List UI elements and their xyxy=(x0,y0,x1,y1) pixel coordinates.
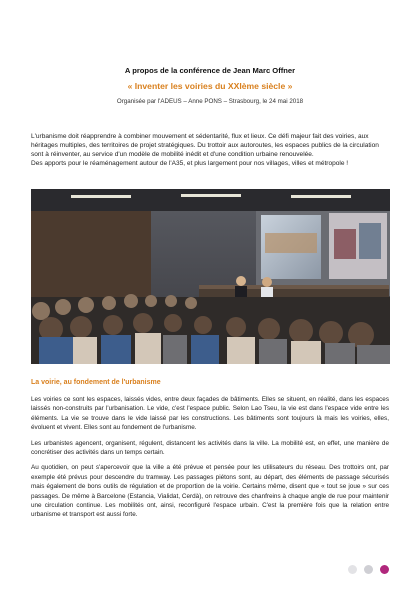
body-paragraph: Les urbanistes agencent, organisent, régulent, distancent les activités dans la ville. La mobilité est, en effet, une manière de concrétiser des activités dans un temps certain. xyxy=(31,439,389,457)
conference-photo xyxy=(31,189,390,364)
body-paragraph: Au quotidien, on peut s'apercevoir que la ville a été prévue et pensée pour les utilisateurs du réseau. Des trottoirs ont, par exemple été prévus pour descendre du tramway. Les passages piétons sont, au départ, des éléments de passage sécurisés mais également de bons outils de régulation et de proportion de la voirie. Certains même, disent que « tout se joue » sur ces passages. De même à Barcelone (Estancia, Vialidat, Cerdà), on retrouve des chanfreins à chaque angle de rue pour maintenir une circulation continue. Les mobilités ont, ainsi, reconfiguré l'espace urbain. C'est la première fois que la relation entre urbanisme et transport est aussi forte. xyxy=(31,464,389,519)
conference-about-line: A propos de la conférence de Jean Marc Offner xyxy=(124,66,296,75)
conference-room-illustration xyxy=(31,189,390,364)
body-paragraph: Les voiries ce sont les espaces, laissés vides, entre deux façades de bâtiments. Elles se situent, en réalité, dans les espaces laissés non-construits par l'urbanisation. Le vide, c'est l'espace public. Selon Lao Tseu, la vie est dans l'espace vide entre les éléments. La vie se trouve dans le vide laissé par les constructions. Les bâtiments sont toujours là mais les voiries, elles, évoluent et vivent. Elles sont au fondement de l'urbanisme. xyxy=(31,396,389,432)
document-header xyxy=(0,66,420,105)
intro-text xyxy=(31,132,391,168)
conference-title: « Inventer les voiries du XXIème siècle » xyxy=(127,81,293,91)
page-dot-active xyxy=(380,565,389,574)
intro-paragraph: Des apports pour le réaménagement autour de l'A35, et plus largement pour nos villages, villes et métropole ! xyxy=(31,160,349,167)
intro-paragraph: L'urbanisme doit réapprendre à combiner mouvement et sédentarité, flux et lieux. Ce défi majeur fait des voiries, aux héritages multiples, des territoires de projet stratégiques. Du trottoir aux autoroutes, les espaces publics de la circulation sont à réinventer, au service d'un modèle de mobilité inédit et d'une condition urbaine renouvelée. xyxy=(31,133,379,158)
section-heading: La voirie, au fondement de l'urbanisme xyxy=(31,379,161,386)
page-dot xyxy=(348,565,357,574)
page-dot xyxy=(364,565,373,574)
organizer-line: Organisée par l'ADEUS – Anne PONS – Strasbourg, le 24 mai 2018 xyxy=(116,98,304,105)
page-indicator xyxy=(348,565,389,574)
section-body xyxy=(31,395,389,526)
